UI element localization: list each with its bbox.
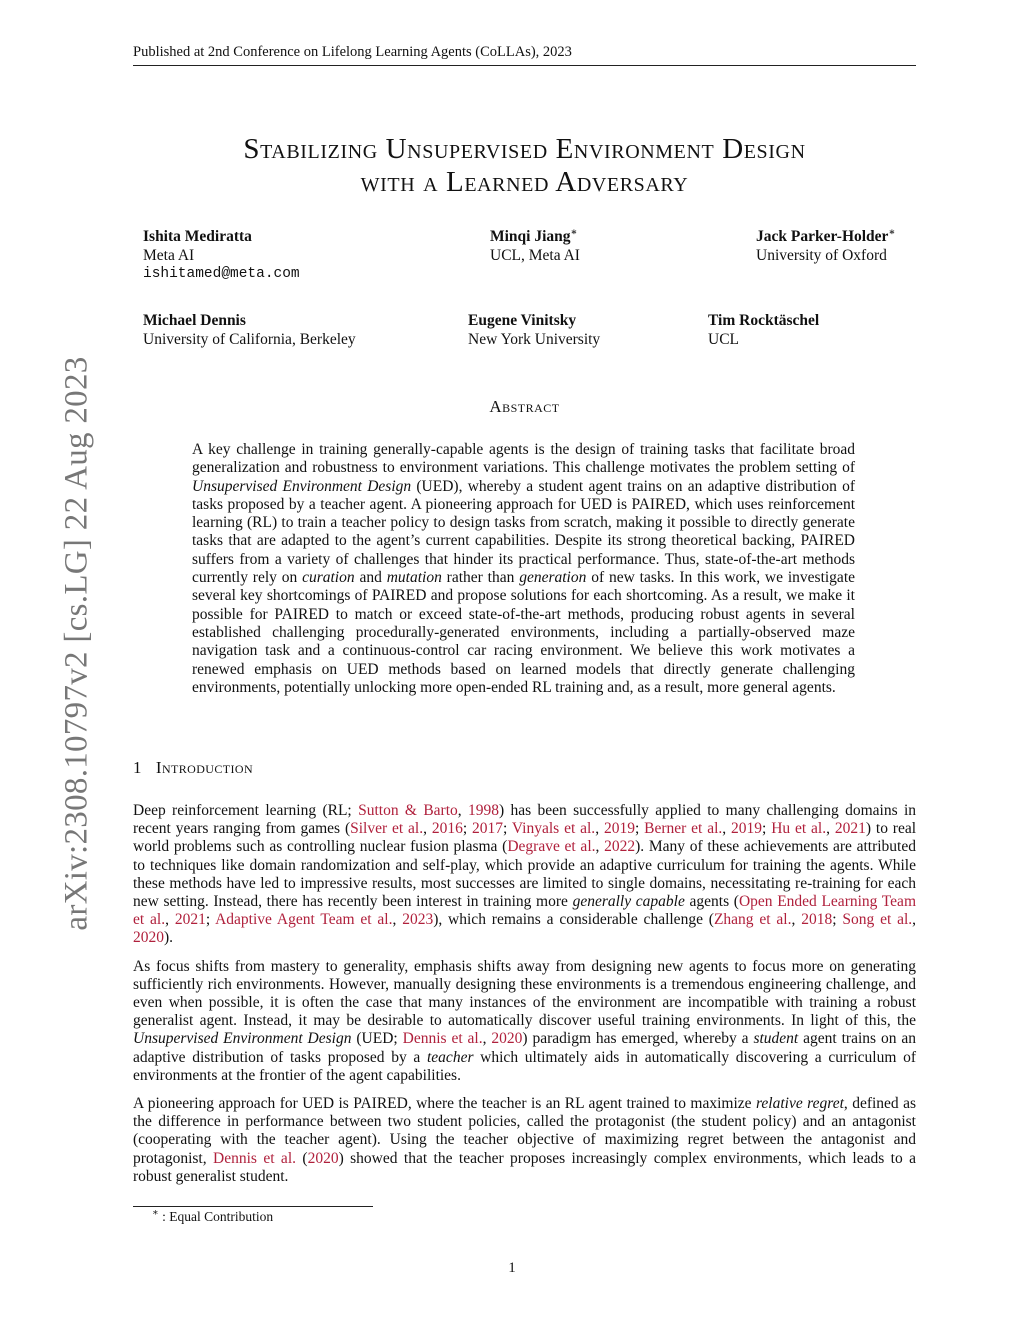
text-run: A key challenge in training generally-capable agents is the design of training tasks that facilitate broad generalization and robustness to environment variations. This challenge motivates the problem setting of: [192, 441, 855, 477]
author-affiliation: Meta AI: [143, 246, 195, 264]
author-name: Michael Dennis: [143, 312, 246, 329]
citation-link[interactable]: Vinyals et al.: [511, 820, 596, 838]
citation-link[interactable]: 2020: [133, 929, 164, 947]
text-run: agent trains on an adaptive distribution of tasks proposed by a: [133, 1030, 916, 1066]
citation-link[interactable]: 2020: [307, 1149, 339, 1167]
text-run: rather than: [441, 569, 520, 587]
author-block: [143, 312, 356, 349]
text-run: ,: [165, 911, 175, 929]
emphasis: teacher: [427, 1048, 474, 1066]
text-run: ) showed that the teacher proposes increasingly complex environments, which leads to a robust generalist student.: [133, 1149, 916, 1185]
author-name: Jack Parker-Holder: [756, 228, 889, 245]
citation-link[interactable]: 2020: [491, 1030, 523, 1048]
text-run: ,: [392, 911, 403, 929]
text-run: ,: [826, 820, 835, 838]
citation-link[interactable]: 2022: [604, 838, 636, 856]
text-run: ,: [722, 820, 732, 838]
author-name: Tim Rocktäschel: [708, 312, 820, 329]
section-heading: [133, 758, 253, 778]
author-email: ishitamed@meta.com: [143, 266, 300, 282]
text-run: (UED), whereby a student agent trains on an adaptive distribution of tasks proposed by a teacher agent. A pioneering approach for UED is PAIRED, which uses reinforcement learning (RL) to train a teacher policy to design tasks from scratch, making it possible to directly generate tasks that are adapted to the agent’s current capabilities. Despite its strong theoretical backing, PAIRED suffers from a variety of challenges that hinder its practical performance. Thus, state-of-the-art methods currently rely on: [192, 477, 855, 587]
text-run: , defined as the difference in performance between two student policies, called the protagonist (the student policy) and an antagonist (cooperating with the teacher agent). Using the teacher objective of maximizing regret between the antagonist and protagonist,: [133, 1095, 917, 1167]
text-run: ;: [205, 911, 216, 929]
citation-link[interactable]: Sutton & Barto: [358, 802, 458, 819]
title-line-2: with a Learned Adversary: [360, 166, 689, 198]
page-number: 1: [508, 1260, 516, 1276]
paragraph: [133, 802, 916, 948]
emphasis: student: [753, 1030, 799, 1048]
text-run: ;: [832, 911, 843, 929]
paragraph: [133, 958, 916, 1085]
author-affiliation: University of California, Berkeley: [143, 330, 356, 348]
section-number: 1: [133, 758, 142, 777]
running-header: Published at 2nd Conference on Lifelong Learning Agents (CoLLAs), 2023: [133, 44, 572, 60]
equal-contribution-mark: ∗: [570, 226, 578, 238]
author-affiliation: UCL: [708, 330, 739, 348]
text-run: ).: [164, 929, 174, 947]
citation-link[interactable]: Song et al.: [842, 911, 913, 929]
text-run: ) paradigm has emerged, whereby a: [522, 1030, 754, 1048]
citation-link[interactable]: 2019: [731, 820, 763, 838]
citation-link[interactable]: Hu et al.: [771, 820, 827, 838]
paragraph: [133, 1095, 916, 1186]
text-run: ,: [791, 911, 802, 929]
citation-link[interactable]: Silver et al.: [350, 820, 424, 838]
text-run: A pioneering approach for UED is PAIRED, where the teacher is an RL agent trained to maximize: [133, 1095, 756, 1113]
text-run: ,: [595, 838, 605, 856]
footnote-text: : Equal Contribution: [158, 1209, 274, 1224]
emphasis: curation: [302, 569, 355, 587]
body-text: [133, 802, 916, 1196]
text-run: ;: [503, 820, 512, 838]
text-run: (: [296, 1149, 308, 1167]
text-run: which ultimately aids in automatically discovering a curriculum of environments at the frontier of the agent capabilities.: [133, 1048, 917, 1084]
citation-link[interactable]: 2023: [402, 911, 434, 929]
author-name: Minqi Jiang: [490, 228, 571, 245]
text-run: and: [354, 569, 387, 587]
footnote-mark: ∗: [152, 1207, 159, 1219]
author-block: [756, 228, 895, 265]
author-block: [468, 312, 600, 349]
citation-link[interactable]: 2021: [174, 911, 206, 929]
citation-link[interactable]: 2017: [472, 820, 504, 838]
emphasis: generation: [519, 569, 587, 587]
footnote-rule: [133, 1206, 373, 1207]
text-run: ;: [762, 820, 772, 838]
text-run: Deep reinforcement learning (RL;: [133, 802, 359, 819]
emphasis: Unsupervised Environment Design: [133, 1030, 352, 1048]
author-block: [490, 228, 580, 265]
text-run: ), which remains a considerable challenge (: [433, 911, 714, 929]
emphasis: generally capable: [572, 893, 685, 911]
author-block: [708, 312, 819, 349]
citation-link[interactable]: Adaptive Agent Team et al.: [215, 911, 393, 929]
author-name: Eugene Vinitsky: [468, 312, 577, 329]
text-run: ,: [912, 911, 917, 929]
author-name: Ishita Mediratta: [143, 228, 252, 245]
arxiv-stamp-text: arXiv:2308.10797v2 [cs.LG] 22 Aug 2023: [58, 355, 95, 931]
emphasis: Unsupervised Environment Design: [192, 477, 412, 495]
text-run: of new tasks. In this work, we investigate several key shortcomings of PAIRED and propose solutions for each shortcoming. As a result, we make it possible for PAIRED to match or exceed state-of-the-art methods, producing robust agents in several established challenging procedurally-generated environments, including a partially-observed maze navigation task and a continuous-control car racing environment. We believe this work motivates a renewed emphasis on UED methods based on learned models that directly generate challenging environments, potentially unlocking more open-ended RL training and, as a result, more general agents.: [192, 569, 855, 696]
citation-link[interactable]: Degrave et al.: [507, 838, 596, 856]
text-run: ,: [423, 820, 432, 838]
text-run: ,: [457, 802, 469, 819]
header-rule: [133, 65, 916, 66]
citation-link[interactable]: Dennis et al.: [213, 1149, 296, 1167]
text-run: ;: [462, 820, 473, 838]
emphasis: mutation: [386, 569, 442, 587]
text-run: agents (: [684, 893, 739, 911]
citation-link[interactable]: 2018: [801, 911, 833, 929]
equal-contribution-mark: ∗: [888, 226, 896, 238]
citation-link[interactable]: Dennis et al.: [402, 1030, 483, 1048]
author-block: [143, 228, 300, 284]
section-title: Introduction: [155, 758, 254, 777]
abstract-heading: Abstract: [489, 397, 560, 416]
text-run: ;: [634, 820, 645, 838]
author-affiliation: University of Oxford: [756, 246, 887, 264]
text-run: ,: [482, 1030, 492, 1048]
text-run: ,: [595, 820, 604, 838]
text-run: As focus shifts from mastery to generality, emphasis shifts away from designing new agents to focus more on generating sufficiently rich environments. However, manually designing these environments is a tremendous engineering challenge, and even when possible, it is often the case that many instances of the environment are incompatible with training a robust generalist agent. Instead, it may be desirable to automatically discover useful training environments. In light of this, the: [133, 957, 916, 1030]
text-run: ). Many of these achievements are attributed to techniques like domain randomization and self-play, which provide an adaptive curriculum for training the agents. While these methods have led to impressive results, most successes are limited to single domains, necessitating re-training for each new setting. Instead, there has recently been interest in training more: [133, 838, 916, 911]
citation-link[interactable]: 2021: [834, 820, 866, 838]
citation-link[interactable]: Open Ended Learning Team et al.: [133, 893, 916, 929]
text-run: ) has been successfully applied to many challenging domains in recent years ranging from games (: [133, 802, 917, 838]
author-affiliation: New York University: [468, 330, 601, 348]
footnote: [152, 1209, 273, 1225]
author-affiliation: UCL, Meta AI: [490, 246, 580, 264]
text-run: ) to real world problems such as controlling nuclear fusion plasma (: [133, 820, 917, 856]
citation-link[interactable]: Zhang et al.: [713, 911, 792, 929]
citation-link[interactable]: 2019: [603, 820, 635, 838]
citation-link[interactable]: Berner et al.: [644, 820, 723, 838]
citation-link[interactable]: 1998: [468, 802, 500, 819]
paper-title: [133, 133, 916, 199]
citation-link[interactable]: 2016: [431, 820, 463, 838]
abstract-text: [192, 441, 855, 697]
emphasis: relative regret: [755, 1095, 844, 1113]
arxiv-side-stamp: [58, 348, 96, 938]
title-line-1: Stabilizing Unsupervised Environment Design: [243, 133, 806, 165]
text-run: (UED;: [351, 1030, 403, 1048]
